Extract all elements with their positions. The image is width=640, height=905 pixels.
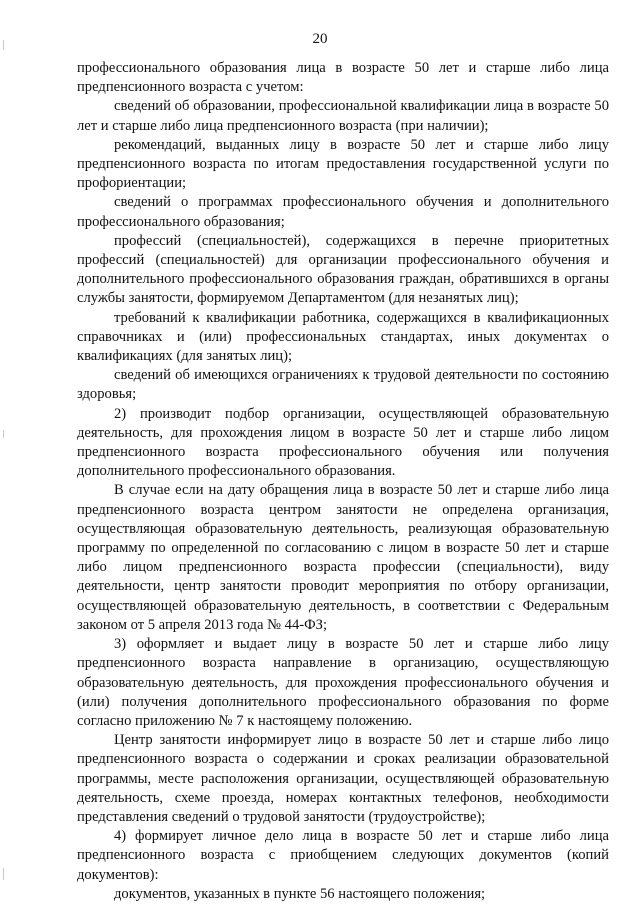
document-body [77,59,609,904]
paragraph-item-2: 2) производит подбор организации, осуществляющей образовательную деятельность, для прохождения лицом в возрасте 50 лет и старше либо лицом предпенсионного возраста профессионального обучения или получения дополнительного профессионального образования. [77,405,609,480]
paragraph-recommendations: рекомендаций, выданных лицу в возрасте 50 лет и старше либо лицу предпенсионного возраста по итогам предоставления государственной услуги по профориентации; [77,136,609,192]
paragraph-informing: Центр занятости информирует лицо в возрасте 50 лет и старше либо лицо предпенсионного возраста о содержании и сроках реализации образовательной программы, месте расположения организации, осуществляющей образовательную деятельность, схеме проезда, номерах контактных телефонов, необходимости представления сведений о трудовой занятости (трудоустройстве); [77,732,609,825]
paragraph-priority-professions: профессий (специальностей), содержащихся в перечне приоритетных профессий (специальностей) для организации профессионального обучения и дополнительного профессионального образования граждан, обратившихся в органы службы занятости, формируемом Департаментом (для незанятых лиц); [77,232,609,307]
page-number: 20 [312,31,328,47]
left-edge-mark [3,430,4,438]
paragraph-documents-list: документов, указанных в пункте 56 настоящего положения; [114,885,486,902]
paragraph-organization-selection: В случае если на дату обращения лица в возрасте 50 лет и старше либо лица предпенсионного возраста центром занятости не определена организация, осуществляющая образовательную деятельность, реализующая образовательную программу по определенной по согласованию с лицом в возрасте 50 лет и старше либо лицом предпенсионного возраста профессии (специальности), виду деятельности, центр занятости проводит мероприятия по отбору организации, осуществляющей образовательную деятельность, в соответствии с Федеральным законом от 5 апреля 2013 года № 44-ФЗ; [77,482,609,633]
left-edge-mark [3,868,4,880]
paragraph-education-info: сведений об образовании, профессиональной квалификации лица в возрасте 50 лет и старше либо лица предпенсионного возраста (при наличии); [77,98,609,134]
paragraph-qualification-requirements: требований к квалификации работника, содержащихся в квалификационных справочниках и (или) профессиональных стандартах, иных документах о квалификациях (для занятых лиц); [77,309,609,365]
paragraph-health-restrictions: сведений об имеющихся ограничениях к трудовой деятельности по состоянию здоровья; [77,367,609,403]
paragraph-continuation: профессионального образования лица в возрасте 50 лет и старше либо лица предпенсионного возраста с учетом: [77,60,609,96]
paragraph-item-4: 4) формирует личное дело лица в возрасте 50 лет и старше либо лица предпенсионного возраста с приобщением следующих документов (копий документов): [77,828,609,883]
paragraph-item-3: 3) оформляет и выдает лицу в возрасте 50 лет и старше либо лицу предпенсионного возраста направление в организацию, осуществляющую образовательную деятельность, для прохождения профессионального обучения и (или) получения дополнительного профессионального образования по форме согласно приложению № 7 к настоящему положению. [77,636,609,729]
paragraph-programs-info: сведений о программах профессионального обучения и дополнительного профессионального образования; [77,194,609,230]
